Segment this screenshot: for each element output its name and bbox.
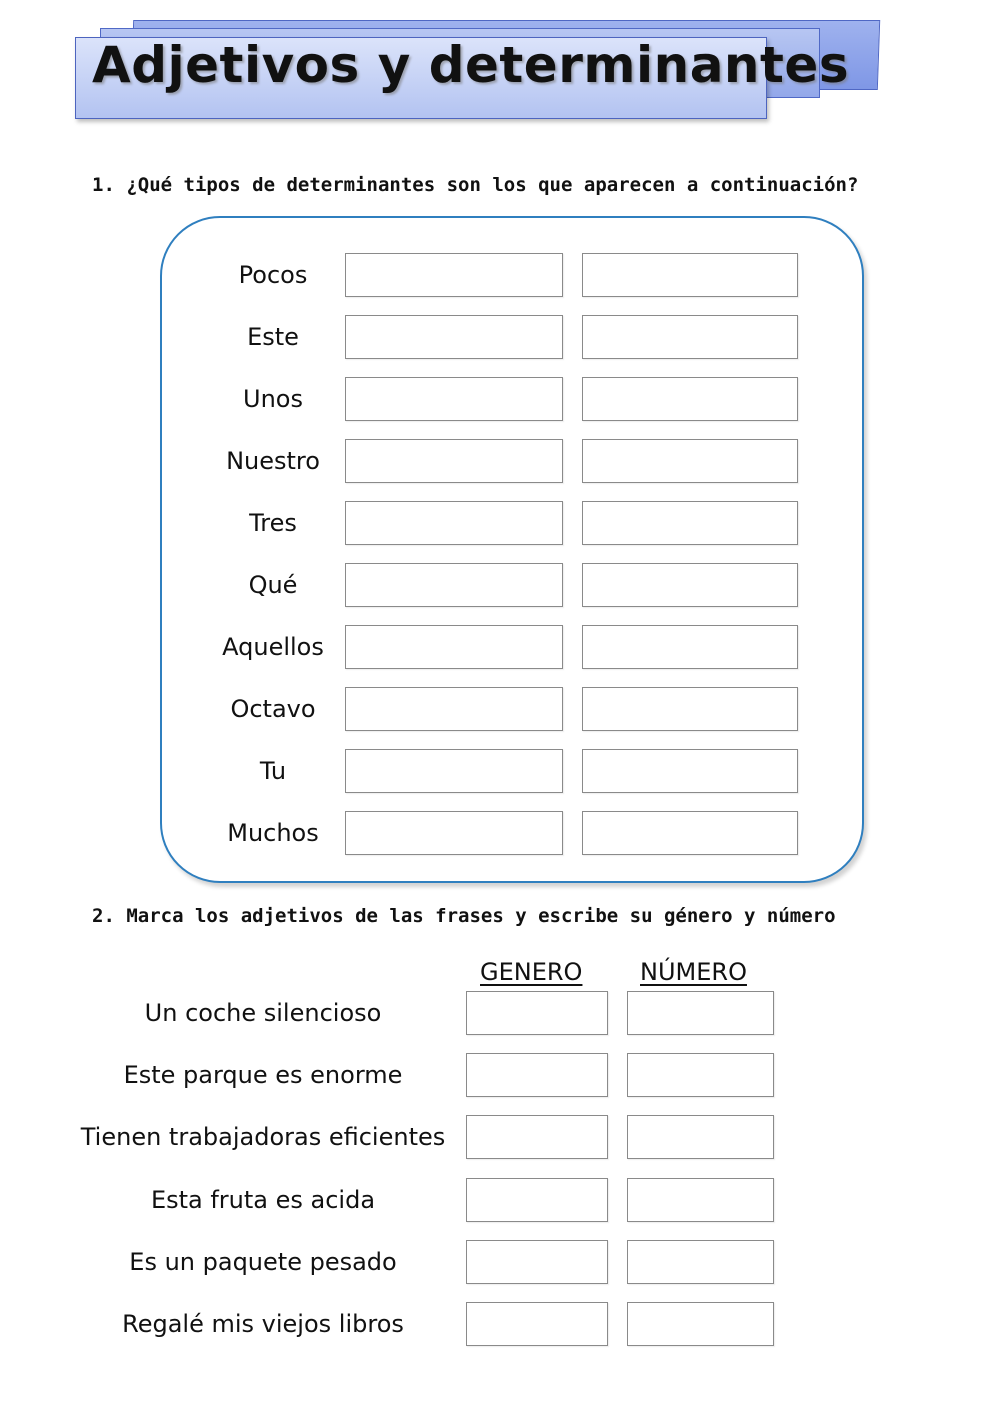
determiner-word: Octavo [230, 695, 316, 723]
determiner-word: Nuestro [226, 447, 320, 475]
determiner-answer-box-2[interactable] [582, 625, 798, 669]
gender-answer-box[interactable] [466, 991, 608, 1035]
determiner-row [0, 687, 1000, 731]
gender-answer-box[interactable] [466, 1240, 608, 1284]
determiner-answer-box-1[interactable] [345, 501, 563, 545]
phrase-text: Tienen trabajadoras eficientes [80, 1123, 446, 1151]
determiner-answer-box-1[interactable] [345, 563, 563, 607]
phrase-text: Un coche silencioso [144, 999, 382, 1027]
determiner-answer-box-1[interactable] [345, 687, 563, 731]
determiner-word: Qué [248, 571, 298, 599]
gender-answer-box[interactable] [466, 1302, 608, 1346]
phrase-row [0, 1240, 1000, 1284]
determiner-answer-box-1[interactable] [345, 253, 563, 297]
number-answer-box[interactable] [627, 1115, 774, 1159]
determiner-word: Tu [259, 757, 287, 785]
number-answer-box[interactable] [627, 991, 774, 1035]
determiner-answer-box-2[interactable] [582, 811, 798, 855]
column-header-numero: NÚMERO [640, 958, 747, 986]
determiner-word: Aquellos [222, 633, 324, 661]
determiner-answer-box-1[interactable] [345, 315, 563, 359]
phrase-row [0, 1178, 1000, 1222]
phrase-row [0, 1053, 1000, 1097]
phrase-text: Este parque es enorme [123, 1061, 403, 1089]
determiner-answer-box-2[interactable] [582, 749, 798, 793]
gender-answer-box[interactable] [466, 1115, 608, 1159]
number-answer-box[interactable] [627, 1302, 774, 1346]
question-2-heading: 2. Marca los adjetivos de las frases y escribe su género y número [92, 905, 836, 927]
column-header-genero: GENERO [480, 958, 583, 986]
determiner-answer-box-2[interactable] [582, 377, 798, 421]
determiner-row [0, 501, 1000, 545]
determiner-row [0, 315, 1000, 359]
number-answer-box[interactable] [627, 1053, 774, 1097]
phrase-row [0, 1115, 1000, 1159]
determiner-answer-box-1[interactable] [345, 377, 563, 421]
gender-answer-box[interactable] [466, 1178, 608, 1222]
determiner-answer-box-2[interactable] [582, 439, 798, 483]
determiner-answer-box-2[interactable] [582, 315, 798, 359]
determiner-row [0, 811, 1000, 855]
question-1-heading: 1. ¿Qué tipos de determinantes son los que aparecen a continuación? [92, 174, 859, 196]
determiner-answer-box-1[interactable] [345, 625, 563, 669]
phrase-row [0, 991, 1000, 1035]
gender-answer-box[interactable] [466, 1053, 608, 1097]
determiner-word: Pocos [238, 261, 308, 289]
determiner-word: Muchos [227, 819, 319, 847]
determiner-answer-box-2[interactable] [582, 563, 798, 607]
determiner-answer-box-2[interactable] [582, 687, 798, 731]
phrase-text: Regalé mis viejos libros [122, 1310, 404, 1338]
determiner-word: Este [247, 323, 299, 351]
page-title: Adjetivos y determinantes [92, 36, 850, 94]
determiner-row [0, 625, 1000, 669]
determiner-answer-box-2[interactable] [582, 253, 798, 297]
determiner-answer-box-2[interactable] [582, 501, 798, 545]
determiner-answer-box-1[interactable] [345, 811, 563, 855]
number-answer-box[interactable] [627, 1178, 774, 1222]
determiner-answer-box-1[interactable] [345, 749, 563, 793]
phrase-text: Es un paquete pesado [129, 1248, 397, 1276]
determiner-row [0, 563, 1000, 607]
number-answer-box[interactable] [627, 1240, 774, 1284]
determiner-row [0, 377, 1000, 421]
determiner-row [0, 439, 1000, 483]
determiner-row [0, 253, 1000, 297]
determiner-row [0, 749, 1000, 793]
phrase-row [0, 1302, 1000, 1346]
phrase-text: Esta fruta es acida [150, 1186, 376, 1214]
determiner-word: Tres [249, 509, 297, 537]
determiner-answer-box-1[interactable] [345, 439, 563, 483]
determiner-word: Unos [243, 385, 303, 413]
